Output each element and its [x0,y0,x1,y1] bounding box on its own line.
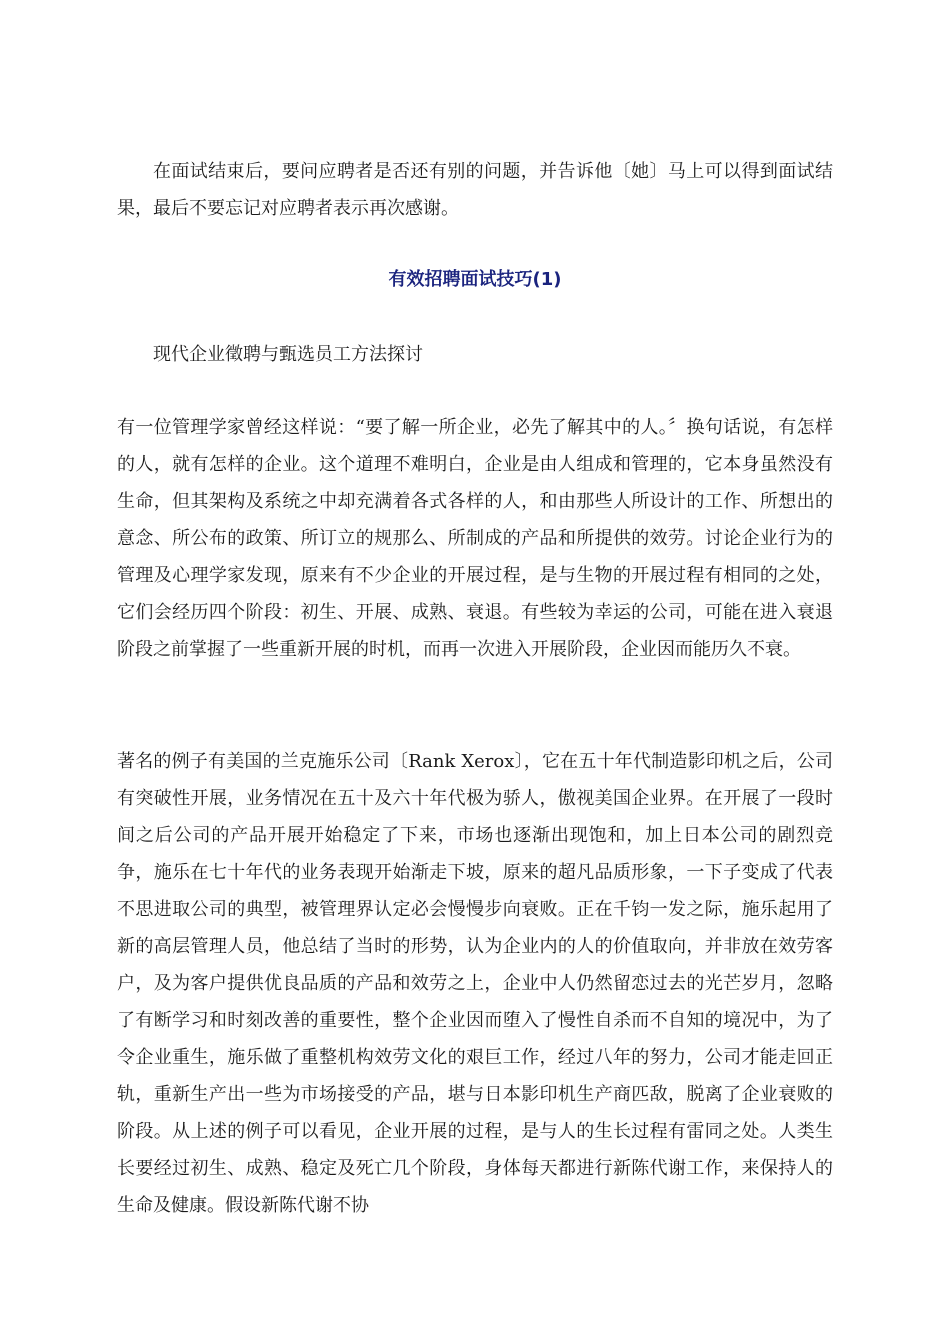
article-subtitle: 现代企业徵聘与甄选员工方法探讨 [153,344,423,365]
body-paragraph-2: 著名的例子有美国的兰克施乐公司〔Rank Xerox〕，它在五十年代制造影印机之后，公司有突破性开展，业务情况在五十及六十年代极为骄人，傲视美国企业界。在开展了一段时间之后公司的产品开展开始稳定了下来，市场也逐渐出现饱和，加上日本公司的剧烈竞争，施乐在七十年代的业务表现开始渐走下坡，原来的超凡品质形象，一下子变成了代表不思进取公司的典型，被管理界认定必会慢慢步向衰败。正在千钧一发之际，施乐起用了新的高层管理人员，他总结了当时的形势，认为企业内的人的价值取向，并非放在效劳客户，及为客户提供优良品质的产品和效劳之上，企业中人仍然留恋过去的光芒岁月，忽略了有断学习和时刻改善的重要性，整个企业因而堕入了慢性自杀而不自知的境况中，为了令企业重生，施乐做了重整机构效劳文化的艰巨工作，经过八年的努力，公司才能走回正轨，重新生产出一些为市场接受的产品，堪与日本影印机生产商匹敌，脱离了企业衰败的阶段。从上述的例子可以看见，企业开展的过程，是与人的生长过程有雷同之处。人类生长要经过初生、成熟、稳定及死亡几个阶段，身体每天都进行新陈代谢工作，来保持人的生命及健康。假设新陈代谢不协 [117,751,833,1216]
body-paragraph-1: 有一位管理学家曾经这样说：“要了解一所企业，必先了解其中的人。〞换句话说，有怎样的人，就有怎样的企业。这个道理不难明白，企业是由人组成和管理的，它本身虽然没有生命，但其架构及系统之中却充满着各式各样的人，和由那些人所设计的工作、所想出的意念、所公布的政策、所订立的规那么、所制成的产品和所提供的效劳。讨论企业行为的管理及心理学家发现，原来有不少企业的开展过程，是与生物的开展过程有相同的之处，它们会经历四个阶段：初生、开展、成熟、衰退。有些较为幸运的公司，可能在进入衰退阶段之前掌握了一些重新开展的时机，而再一次进入开展阶段，企业因而能历久不衰。 [117,417,833,660]
closing-paragraph: 在面试结束后，要问应聘者是否还有别的问题，并告诉他〔她〕马上可以得到面试结果，最后不要忘记对应聘者表示再次感谢。 [117,161,833,219]
article-title: 有效招聘面试技巧(1) [388,269,562,290]
